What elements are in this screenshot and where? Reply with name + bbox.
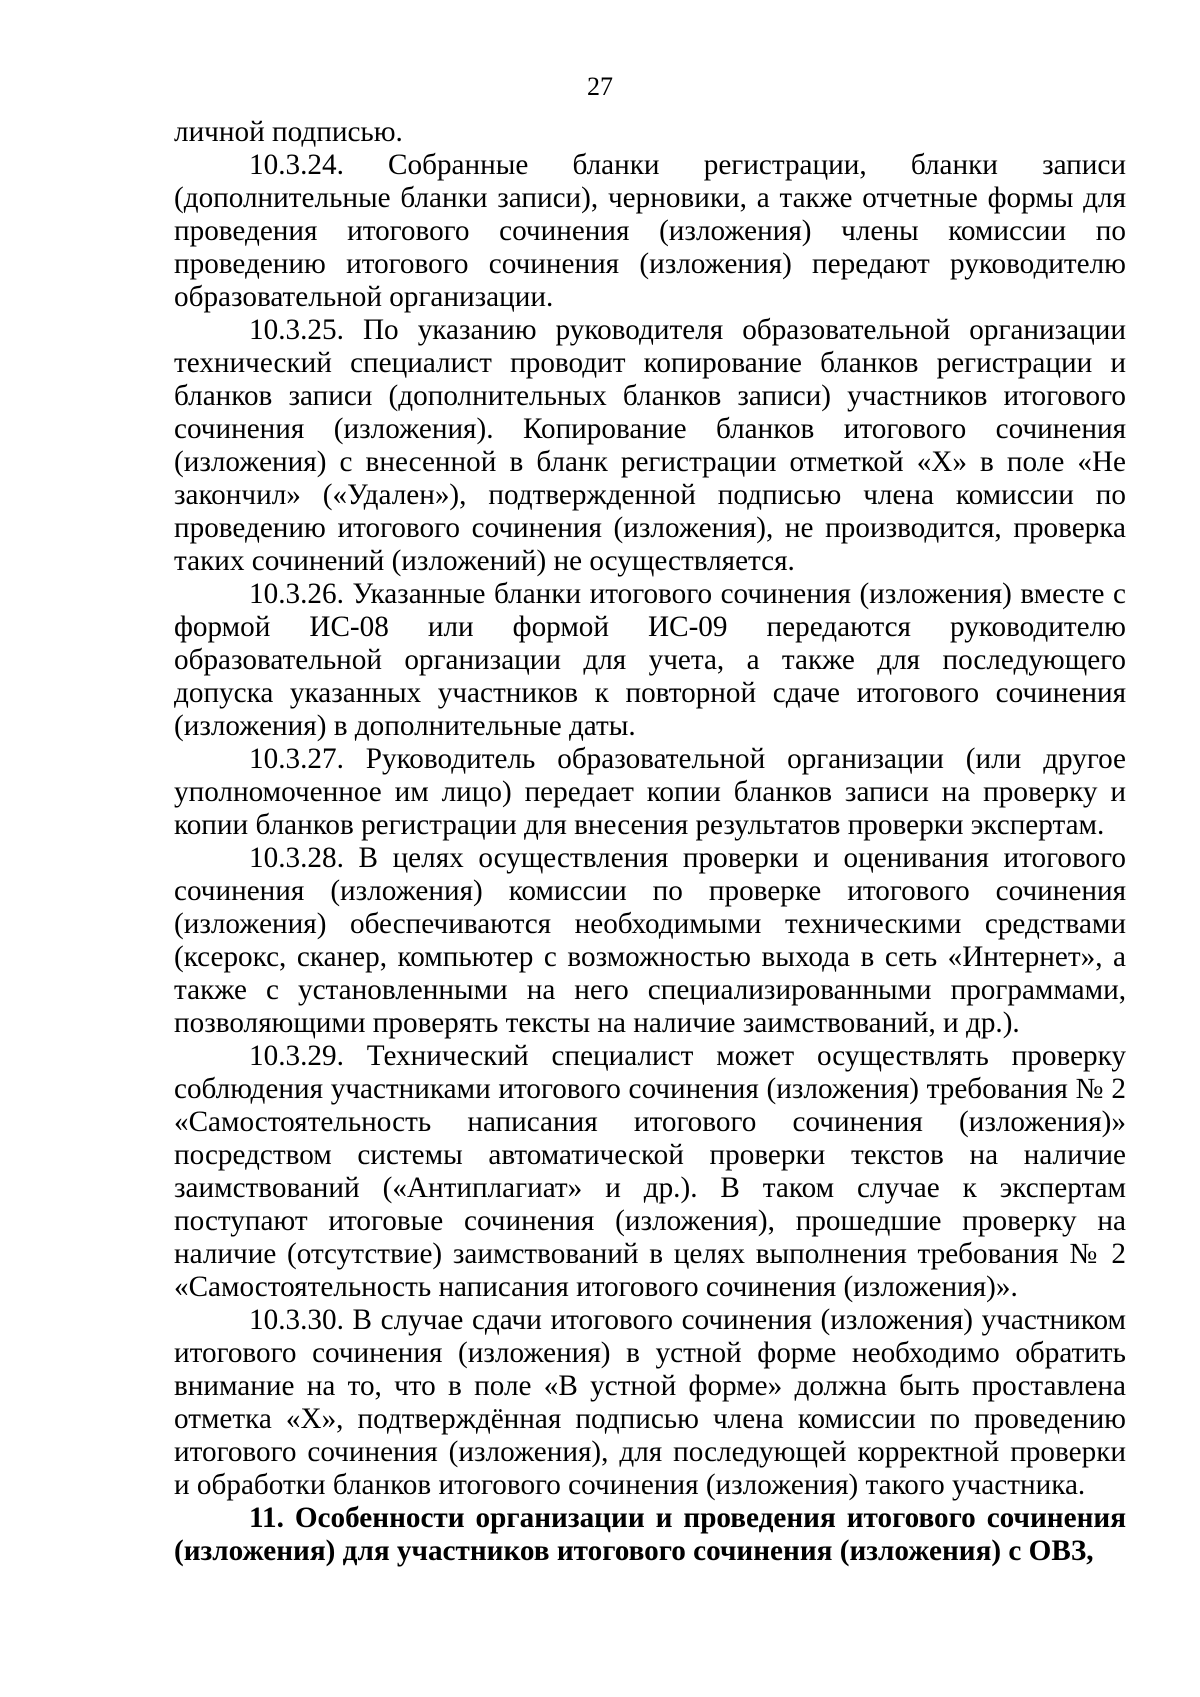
paragraph-10-3-30: 10.3.30. В случае сдачи итогового сочинения (изложения) участником итогового сочинения (изложения) в устной форме необходимо обратить внимание на то, что в поле «В устной форме» должна быть проставлена отметка «Х», подтверждённая подписью члена комиссии по проведению итогового сочинения (изложения), для последующей корректной проверки и обработки бланков итогового сочинения (изложения) такого участника. bbox=[174, 1304, 1126, 1501]
paragraph-10-3-29: 10.3.29. Технический специалист может осуществлять проверку соблюдения участниками итогового сочинения (изложения) требования № 2 «Самостоятельность написания итогового сочинения (изложения)» посредством системы автоматической проверки текстов на наличие заимствований («Антиплагиат» и др.). В таком случае к экспертам поступают итоговые сочинения (изложения), прошедшие проверку на наличие (отсутствие) заимствований в целях выполнения требования № 2 «Самостоятельность написания итогового сочинения (изложения)». bbox=[174, 1040, 1126, 1303]
paragraph-10-3-24: 10.3.24. Собранные бланки регистрации, бланки записи (дополнительные бланки записи), черновики, а также отчетные формы для проведения итогового сочинения (изложения) члены комиссии по проведению итогового сочинения (изложения) передают руководителю образовательной организации. bbox=[174, 149, 1126, 313]
paragraph-10-3-27: 10.3.27. Руководитель образовательной организации (или другое уполномоченное им лицо) передает копии бланков записи на проверку и копии бланков регистрации для внесения результатов проверки экспертам. bbox=[174, 743, 1126, 841]
page-number: 27 bbox=[587, 72, 613, 101]
paragraph-10-3-28: 10.3.28. В целях осуществления проверки и оценивания итогового сочинения (изложения) комиссии по проверке итогового сочинения (изложения) обеспечиваются необходимыми техническими средствами (ксерокс, сканер, компьютер с возможностью выхода в сеть «Интернет», а также с установленными на него специализированными программами, позволяющими проверять тексты на наличие заимствований, и др.). bbox=[174, 842, 1126, 1039]
continuation-text: личной подписью. bbox=[174, 116, 403, 148]
section-heading-11: 11. Особенности организации и проведения итогового сочинения (изложения) для участников итогового сочинения (изложения) с ОВЗ, bbox=[174, 1502, 1126, 1567]
paragraph-10-3-26: 10.3.26. Указанные бланки итогового сочинения (изложения) вместе с формой ИС-08 или формой ИС-09 передаются руководителю образовательной организации для учета, а также для последующего допуска указанных участников к повторной сдаче итогового сочинения (изложения) в дополнительные даты. bbox=[174, 578, 1126, 742]
document-body bbox=[174, 116, 1126, 1568]
paragraph-10-3-25: 10.3.25. По указанию руководителя образовательной организации технический специалист проводит копирование бланков регистрации и бланков записи (дополнительных бланков записи) участников итогового сочинения (изложения). Копирование бланков итогового сочинения (изложения) с внесенной в бланк регистрации отметкой «Х» в поле «Не закончил» («Удален»), подтвержденной подписью члена комиссии по проведению итогового сочинения (изложения), не производится, проверка таких сочинений (изложений) не осуществляется. bbox=[174, 314, 1126, 577]
